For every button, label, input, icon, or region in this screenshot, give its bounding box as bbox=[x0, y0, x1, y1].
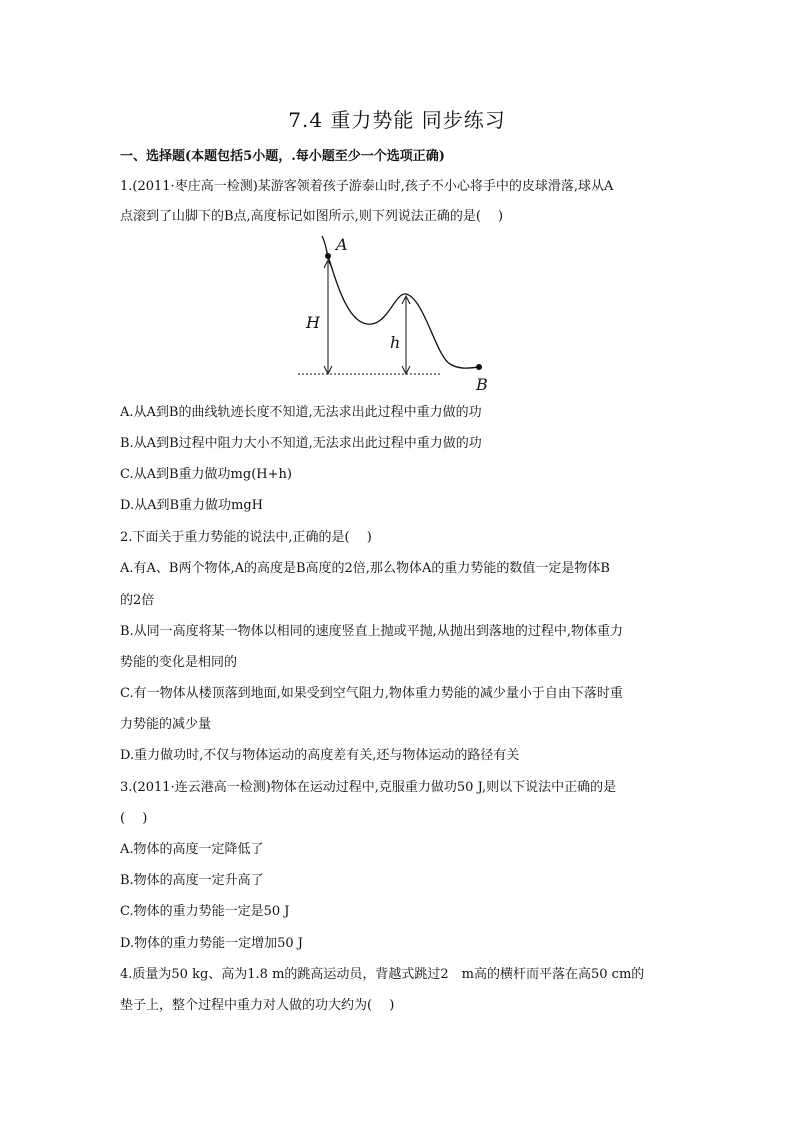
q1-option-d: D.从A到B重力做功mgH bbox=[120, 498, 264, 513]
q2-option-a-line-2: 的2倍 bbox=[120, 593, 155, 608]
q2-option-c-line-2: 力势能的减少量 bbox=[120, 717, 212, 732]
q2-stem: 2.下面关于重力势能的说法中,正确的是( ) bbox=[120, 530, 372, 545]
label-a: A bbox=[336, 235, 348, 254]
terrain-diagram bbox=[290, 232, 500, 394]
section-heading: 一、选择题(本题包括5小题，.每小题至少一个选项正确) bbox=[120, 149, 445, 164]
q2-option-a-line-1: A.有A、B两个物体,A的高度是B高度的2倍,那么物体A的重力势能的数值一定是物体B bbox=[120, 561, 610, 576]
q1-option-c: C.从A到B重力做功mg(H+h) bbox=[120, 467, 292, 482]
q2-option-b-line-1: B.从同一高度将某一物体以相同的速度竖直上抛或平抛,从抛出到落地的过程中,物体重力 bbox=[120, 624, 623, 639]
q1-figure bbox=[290, 232, 500, 394]
q1-stem-line-1: 1.(2011·枣庄高一检测)某游客领着孩子游泰山时,孩子不小心将手中的皮球滑落,球从A bbox=[120, 179, 614, 194]
label-h: h bbox=[390, 333, 401, 352]
q1-stem-line-2: 点滚到了山脚下的B点,高度标记如图所示,则下列说法正确的是( ) bbox=[120, 209, 504, 224]
label-H: H bbox=[306, 313, 320, 332]
q3-stem-line-1: 3.(2011·连云港高一检测)物体在运动过程中,克服重力做功50 J,则以下说法中正确的是 bbox=[120, 780, 617, 795]
q3-option-c: C.物体的重力势能一定是50 J bbox=[120, 904, 290, 919]
q3-option-d: D.物体的重力势能一定增加50 J bbox=[120, 936, 303, 951]
q1-option-a: A.从A到B的曲线轨迹长度不知道,无法求出此过程中重力做的功 bbox=[120, 405, 482, 420]
q3-option-b: B.物体的高度一定升高了 bbox=[120, 873, 264, 888]
q1-option-b: B.从A到B过程中阻力大小不知道,无法求出此过程中重力做的功 bbox=[120, 436, 482, 451]
q2-option-c-line-1: C.有一物体从楼顶落到地面,如果受到空气阻力,物体重力势能的减少量小于自由下落时重 bbox=[120, 686, 623, 701]
q2-option-d: D.重力做功时,不仅与物体运动的高度差有关,还与物体运动的路径有关 bbox=[120, 748, 520, 763]
point-b bbox=[476, 364, 482, 370]
point-a bbox=[325, 253, 331, 259]
label-b: B bbox=[476, 375, 488, 394]
q3-option-a: A.物体的高度一定降低了 bbox=[120, 842, 264, 857]
slope-curve bbox=[322, 236, 479, 368]
page-title: 7.4 重力势能 同步练习 bbox=[288, 108, 506, 132]
q4-stem-line-2: 垫子上，整个过程中重力对人做的功大约为( ) bbox=[120, 998, 395, 1013]
q3-stem-line-2: ( ) bbox=[120, 811, 148, 826]
q4-stem-line-1: 4.质量为50 kg、高为1.8 m的跳高运动员，背越式跳过2 m高的横杆而平落在高50 cm的 bbox=[120, 967, 645, 982]
q2-option-b-line-2: 势能的变化是相同的 bbox=[120, 655, 238, 670]
